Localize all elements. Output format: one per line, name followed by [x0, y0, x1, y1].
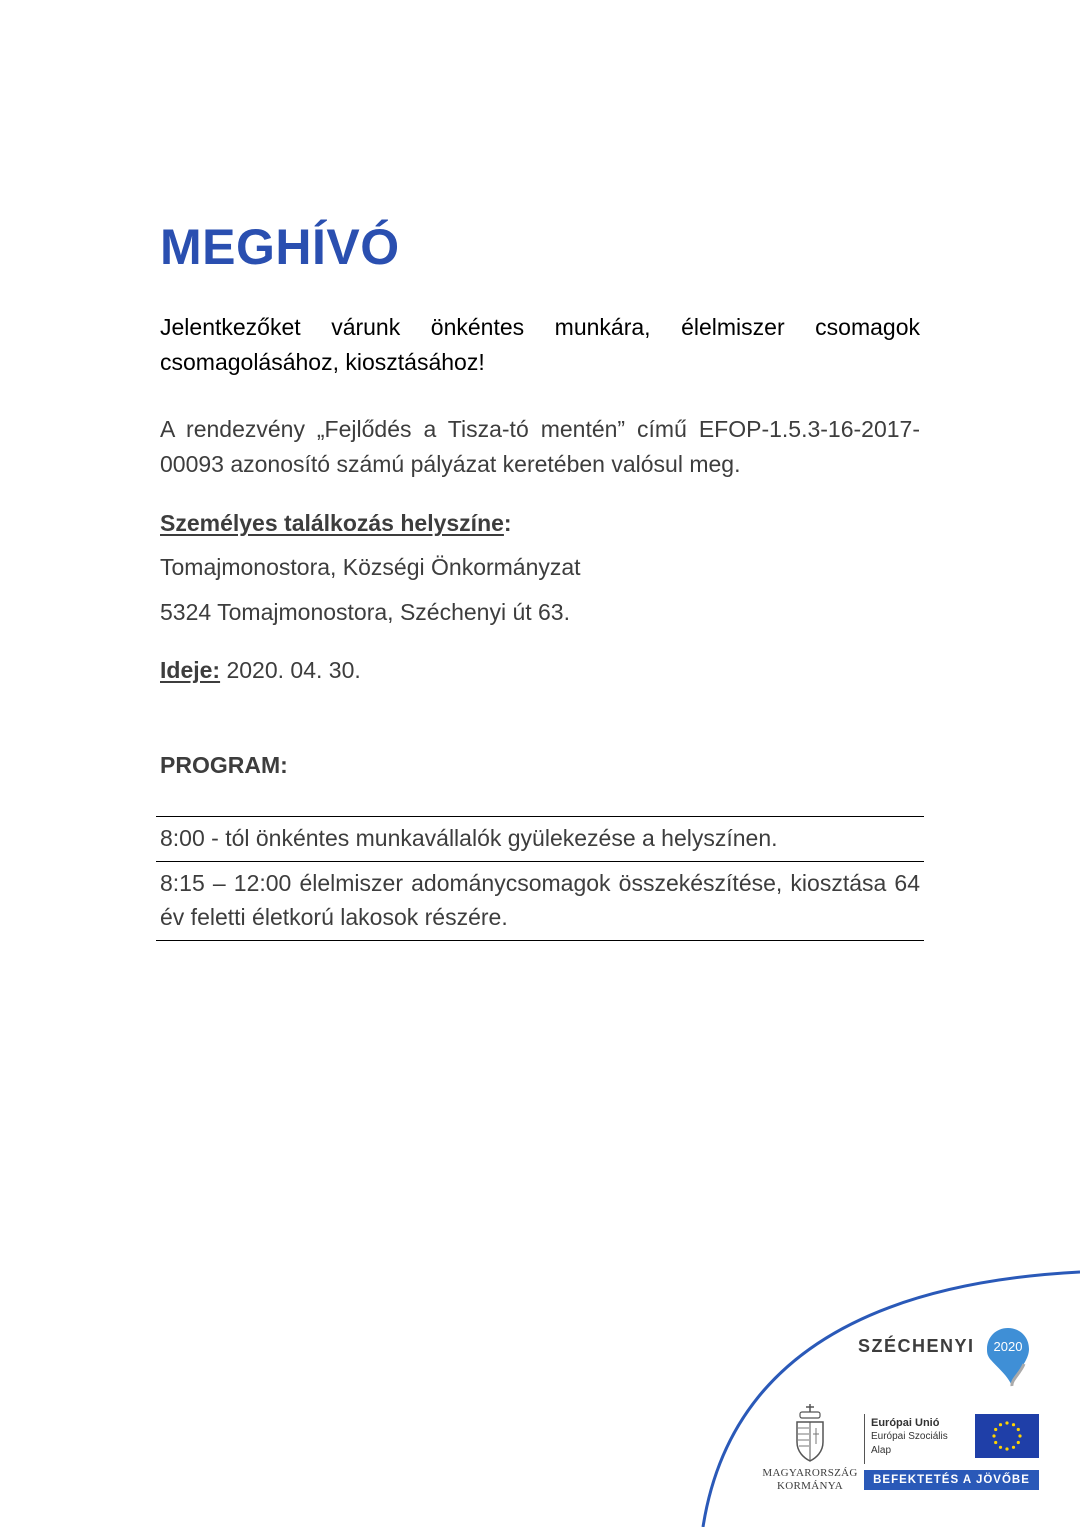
program-row: 8:00 - tól önkéntes munkavállalók gyülekezése a helyszínen. [156, 817, 924, 862]
program-heading: PROGRAM: [160, 752, 288, 778]
program-row: 8:15 – 12:00 élelmiszer adománycsomagok összekészítése, kiosztása 64 év feletti életkorú lakosok részére. [156, 862, 924, 941]
location-address: 5324 Tomajmonostora, Széchenyi út 63. [160, 599, 570, 625]
eu-star [992, 1434, 995, 1437]
eu-star [999, 1423, 1002, 1426]
investment-banner: BEFEKTETÉS A JÖVŐBE [864, 1470, 1039, 1490]
date-label: Ideje: [160, 657, 221, 683]
project-text: A rendezvény „Fejlődés a Tisza-tó mentén” című EFOP-1.5.3-16-2017-00093 azonosító számú pályázat keretében valósul meg. [160, 416, 920, 477]
eu-star [1018, 1434, 1021, 1437]
eu-fund-text [871, 1416, 948, 1458]
government-name-line2: KORMÁNYA [777, 1480, 843, 1492]
location-heading-colon: : [503, 510, 512, 536]
government-name-line1: MAGYARORSZÁG [762, 1467, 858, 1479]
intro-text: Jelentkezőket várunk önkéntes munkára, élelmiszer csomagok csomagolásához, kiosztásához! [160, 314, 920, 375]
eu-star [999, 1446, 1002, 1449]
eu-text-line2: Európai Szociális [871, 1431, 948, 1442]
eu-text-line1: Európai Unió [871, 1417, 940, 1429]
szechenyi-year: 2020 [993, 1339, 1023, 1354]
government-name [762, 1467, 858, 1493]
szechenyi-logo-text: SZÉCHENYI [858, 1336, 975, 1356]
page-title: MEGHÍVÓ [160, 219, 400, 275]
location-heading-label: Személyes találkozás helyszíne [160, 510, 504, 536]
eu-star [1017, 1441, 1020, 1444]
date-value: 2020. 04. 30. [220, 657, 361, 683]
hungary-crest-icon [792, 1404, 828, 1464]
eu-star [1017, 1428, 1020, 1431]
footer-divider [864, 1414, 865, 1464]
eu-star [1005, 1421, 1008, 1424]
eu-star [994, 1441, 997, 1444]
eu-text-line3: Alap [871, 1445, 892, 1456]
eu-star [994, 1428, 997, 1431]
eu-star [1012, 1423, 1015, 1426]
eu-star [1012, 1446, 1015, 1449]
eu-flag-icon [975, 1414, 1039, 1458]
szechenyi-pin-icon [984, 1326, 1032, 1388]
location-name: Tomajmonostora, Községi Önkormányzat [160, 554, 581, 580]
eu-star [1005, 1447, 1008, 1450]
